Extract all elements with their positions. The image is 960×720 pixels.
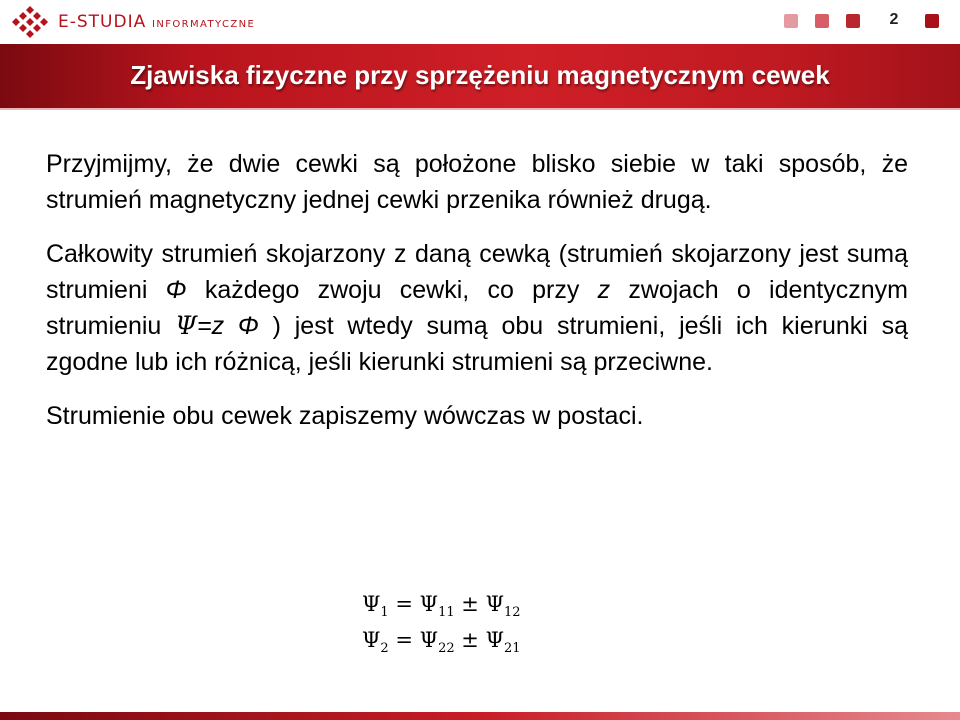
eq1-t1: Ψ: [419, 592, 439, 616]
eq2-t1: Ψ: [419, 628, 439, 652]
slide-title: Zjawiska fizyczne przy sprzężeniu magnetycznym cewek: [130, 60, 830, 90]
p2-text-3: zwojach o identycznym strumieniu: [46, 276, 908, 340]
paragraph-2: [46, 236, 908, 380]
phi-symbol: Φ: [165, 276, 187, 304]
eq1-t1-sub: 11: [438, 605, 455, 621]
psi-symbol: Ψ: [175, 311, 198, 340]
eq2-lhs: Ψ: [362, 628, 381, 652]
eq2-t1-sub: 22: [438, 641, 455, 657]
eq1-t2-sub: 12: [504, 605, 521, 621]
equation-2: [362, 622, 521, 658]
brand-main: E-STUDIA: [58, 12, 147, 32]
eq2-t2: Ψ: [485, 628, 504, 652]
decor-square-1: [784, 14, 798, 28]
footer-bar: [0, 712, 960, 720]
page-number: 2: [889, 11, 899, 28]
paragraph-3: Strumienie obu cewek zapiszemy wówczas w postaci.: [46, 402, 644, 430]
paragraph-1: Przyjmijmy, że dwie cewki są położone blisko siebie w taki sposób, że strumień magnetyczny jednej cewki przenika również drugą.: [46, 150, 908, 214]
eq1-op: =: [388, 592, 420, 616]
slide-body: [46, 146, 908, 452]
eq2-t2-sub: 21: [504, 641, 521, 657]
equation-1: [362, 586, 521, 622]
eq1-pm: ±: [454, 592, 486, 616]
eq1-lhs-sub: 1: [380, 605, 389, 621]
decor-square-4: [925, 14, 939, 28]
eq2-pm: ±: [454, 628, 486, 652]
p2-text-1: Całkowity strumień skojarzony z daną cewką (strumień skojarzony jest sumą strumieni: [46, 240, 908, 304]
brand-logo: [10, 4, 255, 40]
brand-name: [58, 12, 255, 32]
eq2-op: =: [388, 628, 420, 652]
p2-text-4: ) jest wtedy sumą obu strumieni, jeśli ich kierunki są zgodne lub ich różnicą, jeśli kierunki strumieni są przeciwne.: [46, 312, 909, 376]
eq2-lhs-sub: 2: [380, 641, 389, 657]
equations-block: [362, 586, 521, 658]
logo-diamond-icon: [10, 4, 50, 40]
eq1-lhs: Ψ: [362, 592, 381, 616]
decor-square-3: [846, 14, 860, 28]
p2-text-2: każdego zwoju cewki, co przy: [186, 276, 598, 304]
z-symbol: z: [597, 276, 611, 304]
eq1-t2: Ψ: [485, 592, 504, 616]
decor-square-2: [815, 14, 829, 28]
brand-sub: INFORMATYCZNE: [152, 19, 256, 30]
psi-formula: =z Φ: [197, 312, 259, 340]
title-band: [0, 44, 960, 110]
